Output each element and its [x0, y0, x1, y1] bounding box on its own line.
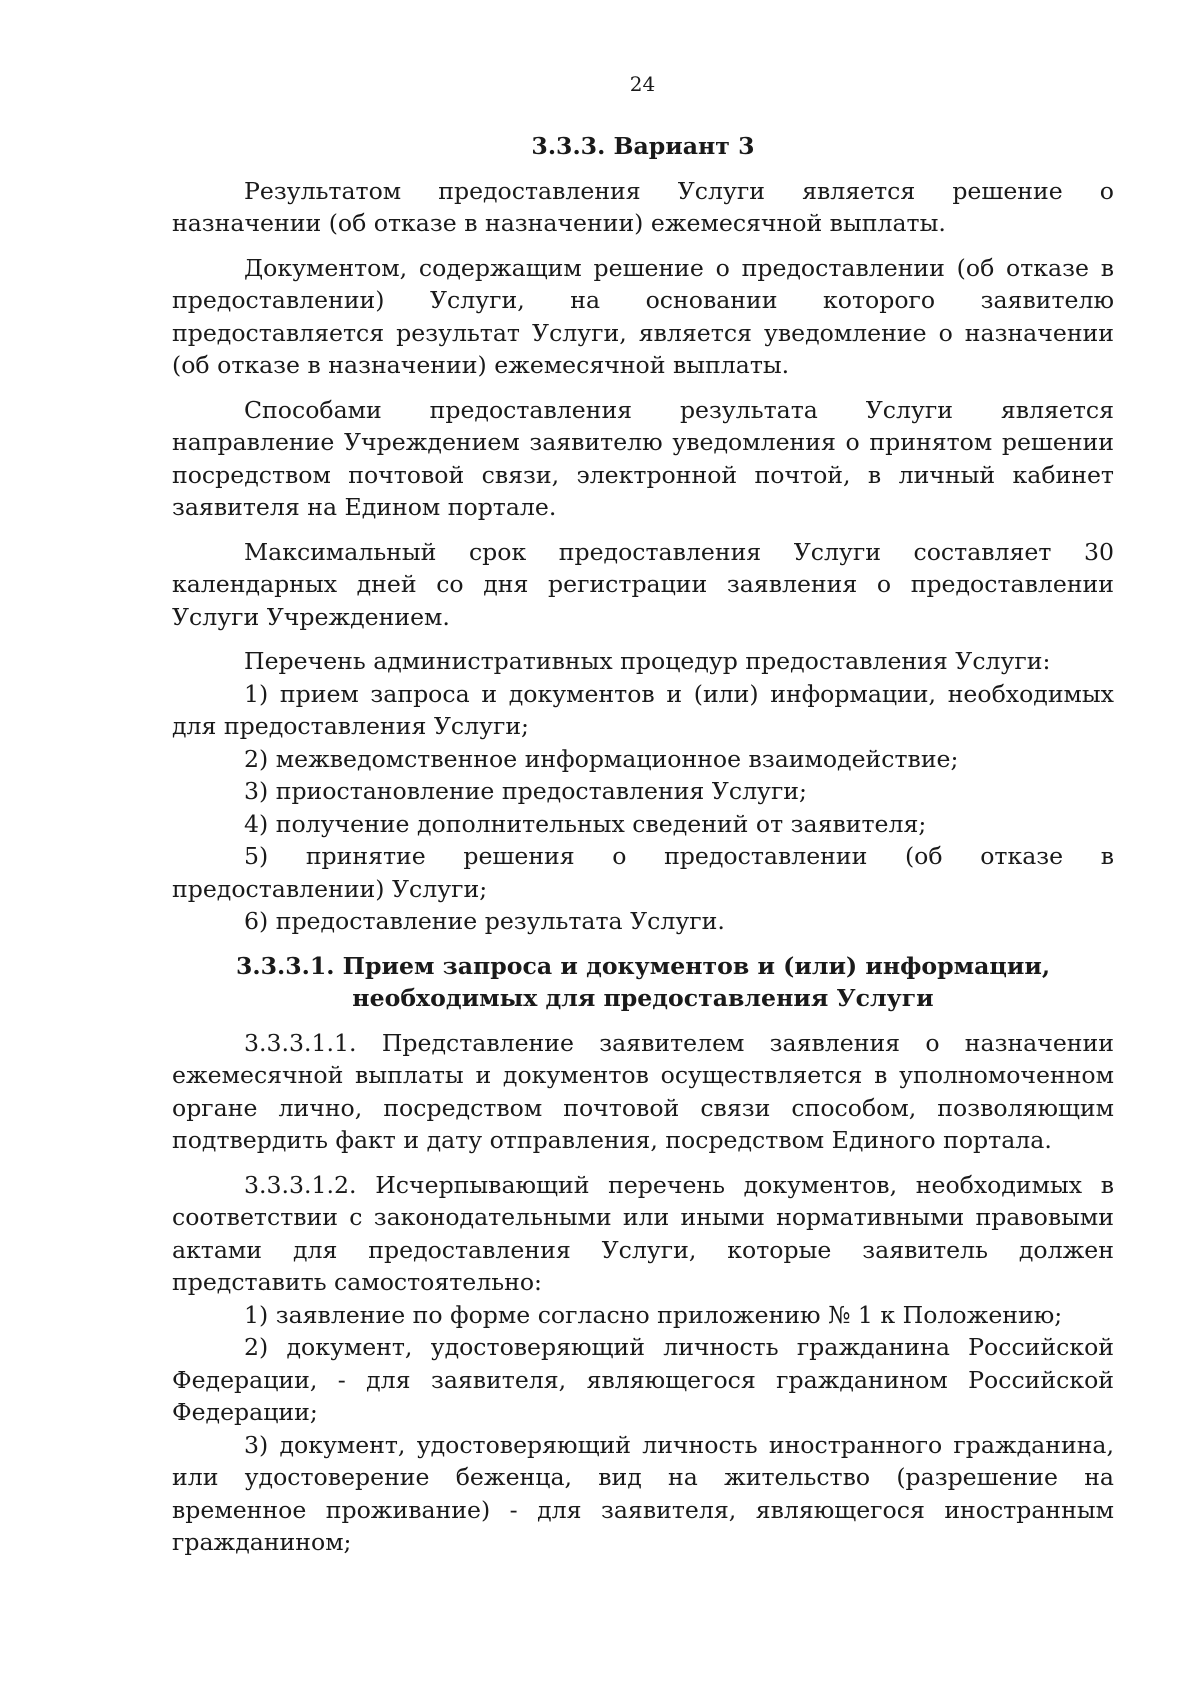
procedure-item: 6) предоставление результата Услуги. [244, 907, 725, 935]
paragraph-max-term: Максимальный срок предоставления Услуги составляет 30 календарных дней со дня регистрации заявления о предоставлении Услуги Учреждением. [172, 537, 1114, 631]
paragraph-document: Документом, содержащим решение о предоставлении (об отказе в предоставлении) Услуги, на основании которого заявителю предоставляется результат Услуги, является уведомление о назначении (об отказе в назначении) ежемесячной выплаты. [172, 253, 1114, 379]
procedure-item: 4) получение дополнительных сведений от заявителя; [244, 809, 927, 838]
procedure-item: 1) прием запроса и документов и (или) информации, необходимых для предоставления Услуги; [172, 679, 1114, 740]
document-item: 3) документ, удостоверяющий личность иностранного гражданина, или удостоверение беженца, вид на жительство (разрешение на временное проживание) - для заявителя, являющегося иностранным гражданином; [172, 1430, 1114, 1556]
page-number: 24 [629, 72, 656, 96]
procedure-item: 2) межведомственное информационное взаимодействие; [244, 744, 959, 773]
section-heading: 3.3.3. Вариант 3 [531, 132, 755, 160]
paragraph-submission: 3.3.3.1.1. Представление заявителем заявления о назначении ежемесячной выплаты и документов осуществляется в уполномоченном органе лично, посредством почтовой связи способом, позволяющим подтвердить факт и дату отправления, посредством Единого портала. [172, 1028, 1114, 1154]
procedures-intro: Перечень административных процедур предоставления Услуги: [244, 647, 1051, 675]
procedure-item: 5) принятие решения о предоставлении (об отказе в предоставлении) Услуги; [172, 842, 1114, 903]
subsection-heading: 3.3.3.1. Прием запроса и документов и (или) информации, необходимых для предоставления Услуги [235, 951, 1051, 1012]
paragraph-documents-list: 3.3.3.1.2. Исчерпывающий перечень документов, необходимых в соответствии с законодательными или иными нормативными правовыми актами для предоставления Услуги, которые заявитель должен представить самостоятельно: [172, 1170, 1114, 1296]
document-body [172, 130, 1114, 1559]
document-item: 2) документ, удостоверяющий личность гражданина Российской Федерации, - для заявителя, являющегося гражданином Российской Федерации; [172, 1333, 1114, 1426]
paragraph-methods: Способами предоставления результата Услуги является направление Учреждением заявителю уведомления о принятом решении посредством почтовой связи, электронной почтой, в личный кабинет заявителя на Едином портале. [172, 395, 1114, 521]
procedure-item: 3) приостановление предоставления Услуги; [244, 777, 807, 805]
document-item: 1) заявление по форме согласно приложению № 1 к Положению; [244, 1300, 1063, 1329]
paragraph-result: Результатом предоставления Услуги является решение о назначении (об отказе в назначении) ежемесячной выплаты. [172, 176, 1114, 237]
